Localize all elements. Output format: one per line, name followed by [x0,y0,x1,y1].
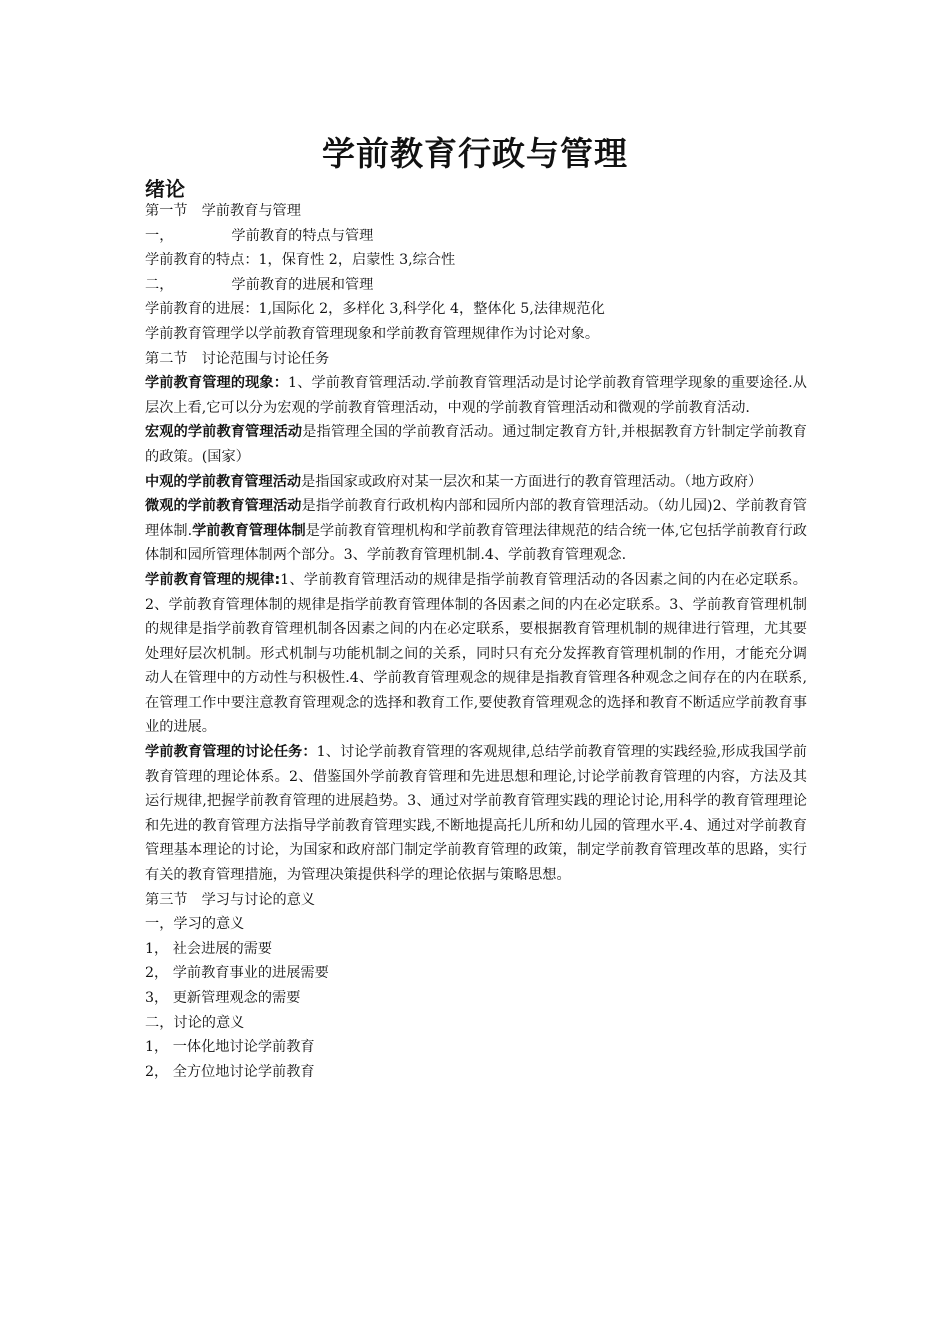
micro-term: 微观的学前教育管理活动 [145,498,302,515]
meso-paragraph [145,470,807,495]
item1-number: 一， [145,227,174,244]
macro-term: 宏观的学前教育管理活动 [145,424,303,441]
section3-heading [145,888,807,913]
micro-paragraph [145,494,807,568]
phenomenon-paragraph [145,371,807,420]
section2-heading [145,347,807,372]
progress-line: 学前教育的进展：1,国际化 2，多样化 3,科学化 4，整体化 5,法律规范化 [145,301,605,318]
section2-number: 第二节 [145,350,188,367]
laws-paragraph [145,568,807,740]
tasks-term: 学前教育管理的讨论任务： [145,744,317,761]
document-body [145,199,807,1084]
section3-number: 第三节 [145,891,188,908]
phenomenon-text: 1、学前教育管理活动.学前教育管理活动是讨论学前教育管理学现象的重要途径.从层次上看,它可以分为宏观的学前教育管理活动，中观的学前教育管理活动和微观的学前教育活动. [145,375,807,416]
item1-heading [145,224,807,249]
section1-number: 第一节 [145,203,188,219]
document-title: 学前教育行政与管理 [322,134,628,173]
list-item: 1， 一体化地讨论学前教育 [145,1039,315,1056]
item2-title: 学前教育的进展和管理 [231,276,374,293]
list-item: 2， 学前教育事业的进展需要 [145,965,329,982]
object-line: 学前教育管理学以学前教育管理现象和学前教育管理规律作为讨论对象。 [145,325,600,342]
tasks-text: 1、讨论学前教育管理的客观规律,总结学前教育管理的实践经验,形成我国学前教育管理的理论体系。2、借鉴国外学前教育管理和先进思想和理论,讨论学前教育管理的内容，方法及其运行规律,把握学前教育管理的进展趋势。3、通过对学前教育管理实践的理论讨论,用科学的教育管理理论和先进的教育管理方法指导学前教育管理实践,不断地提高托儿所和幼儿园的管理水平.4、通过对学前教育管理基本理论的讨论，为国家和政府部门制定学前教育管理的政策，制定学前教育管理改革的思路，实行有关的教育管理措施，为管理决策提供科学的理论依据与策略思想。 [145,744,807,884]
section1-title: 学前教育与管理 [201,203,301,219]
meso-text: 是指国家或政府对某一层次和某一方面进行的教育管理活动。（地方政府） [301,473,763,490]
tasks-paragraph [145,740,807,888]
meso-term: 中观的学前教育管理活动 [145,473,302,490]
system-term: 学前教育管理体制 [192,522,306,539]
macro-paragraph [145,420,807,469]
system-text: 是学前教育管理机构和学前教育管理法律规范的结合统一体,它包括学前教育行政体制和园所管理体制两个部分。3、学前教育管理机制.4、学前教育管理观念. [145,522,807,564]
discussion-significance-title: 二，讨论的意义 [145,1014,245,1031]
chapter-heading: 绪论 [145,177,185,201]
item2-heading [145,273,807,298]
section2-title: 讨论范围与讨论任务 [201,350,330,367]
item1-title: 学前教育的特点与管理 [231,227,374,244]
item2-number: 二， [145,276,174,293]
macro-text: 是指管理全国的学前教育活动。通过制定教育方针,并根据教育方针制定学前教育的政策。(国家） [145,424,807,465]
micro-text: 是指学前教育行政机构内部和园所内部的教育管理活动。（幼儿园)2、学前教育管理体制. [145,498,807,539]
section1-heading [145,199,807,224]
laws-term: 学前教育管理的规律: [145,571,281,588]
list-item: 3， 更新管理观念的需要 [145,990,301,1006]
list-item: 1， 社会进展的需要 [145,940,273,957]
list-item: 2， 全方位地讨论学前教育 [145,1063,315,1080]
traits-line: 学前教育的特点：1，保育性 2，启蒙性 3,综合性 [145,252,456,269]
phenomenon-term: 学前教育管理的现象： [145,375,289,392]
section3-title: 学习与讨论的意义 [201,891,316,908]
learning-significance-title: 一，学习的意义 [145,916,245,933]
laws-text: 1、学前教育管理活动的规律是指学前教育管理活动的各因素之间的内在必定联系。2、学前教育管理体制的规律是指学前教育管理体制的各因素之间的内在必定联系。3、学前教育管理机制的规律是指学前教育管理机制各因素之间的内在必定联系，要根据教育管理机制的规律进行管理，尤其要处理好层次机制。形式机制与功能机制之间的关系，同时只有充分发挥教育管理机制的作用，才能充分调动人在管理中的方动性与积极性.4、学前教育管理观念的规律是指教育管理各种观念之间存在的内在联系,在管理工作中要注意教育管理观念的选择和教育工作,要使教育管理观念的选择和教育不断适应学前教育事业的进展。 [145,571,807,736]
